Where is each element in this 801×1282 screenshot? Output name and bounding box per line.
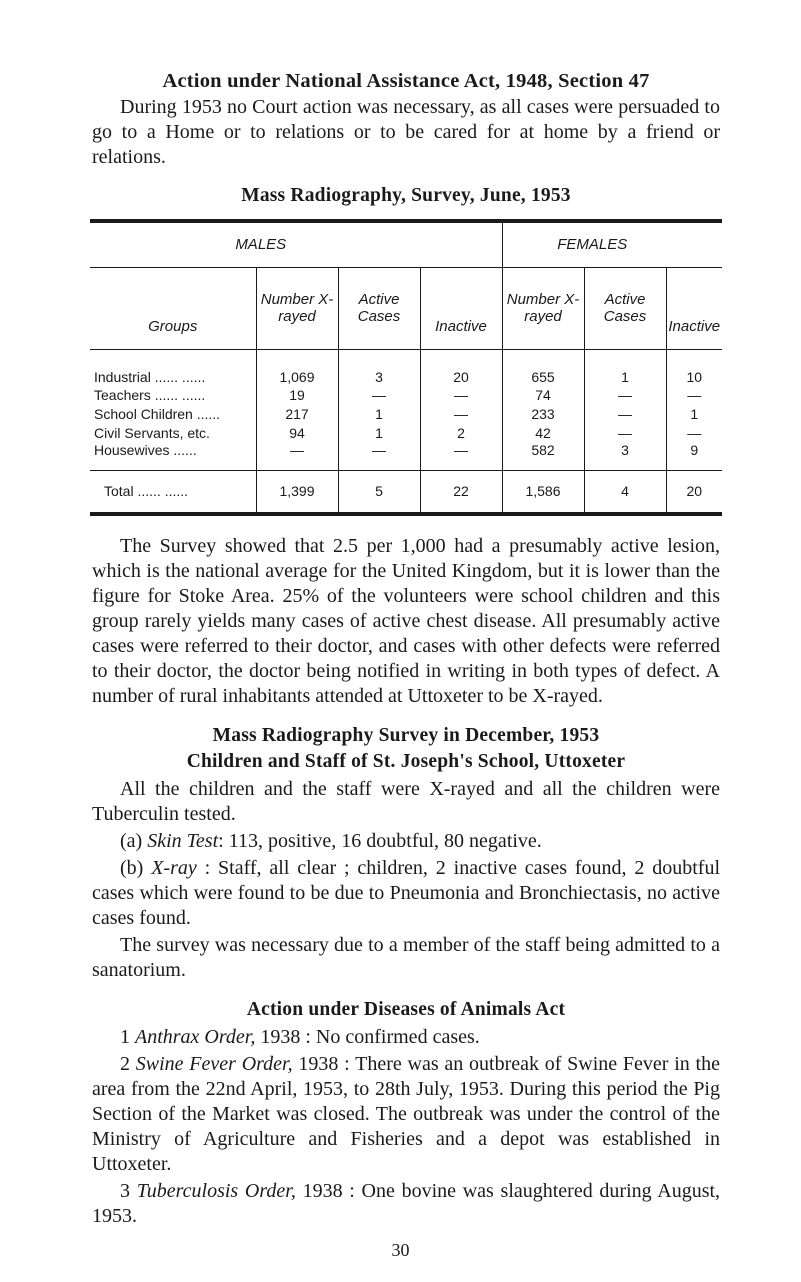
row-group-label: Teachers ...... ...... — [94, 386, 206, 403]
cell: 10 — [666, 349, 722, 385]
total-cell: 4 — [584, 470, 666, 514]
total-cell: 22 — [420, 470, 502, 514]
cell: — — [420, 442, 502, 470]
cell: 582 — [502, 442, 584, 470]
section-heading-national-assistance: Action under National Assistance Act, 1948, Section 47 — [162, 70, 650, 92]
item-label: (a) — [120, 830, 143, 852]
page-number: 30 — [391, 1240, 410, 1260]
col-header-females-number: Number X-rayed — [502, 267, 584, 349]
cell: 19 — [256, 385, 338, 404]
cell: — — [420, 404, 502, 423]
section-heading-survey-june: Mass Radiography, Survey, June, 1953 — [241, 185, 571, 206]
item-title: Swine Fever Order, — [135, 1053, 293, 1075]
paragraph-december-intro: All the children and the staff were X-rayed and all the children were Tuberculin tested. — [92, 778, 720, 825]
item-title: Anthrax Order, — [135, 1026, 256, 1048]
cell: 1 — [338, 423, 420, 442]
header-females: FEMALES — [502, 221, 722, 267]
table-row — [90, 442, 722, 470]
section-subheading-st-josephs: Children and Staff of St. Joseph's School, Uttoxeter — [186, 751, 626, 772]
item-swine-fever — [92, 1052, 720, 1177]
item-label: (b) — [120, 857, 144, 879]
item-tuberculosis — [92, 1179, 720, 1229]
cell: 20 — [420, 349, 502, 385]
total-cell: 1,399 — [256, 470, 338, 514]
cell: 655 — [502, 349, 584, 385]
row-group-label: Housewives ...... — [94, 442, 197, 458]
col-header-females-inactive: Inactive — [666, 267, 722, 349]
cell: 2 — [420, 423, 502, 442]
cell: — — [584, 423, 666, 442]
table-row — [90, 404, 722, 423]
item-title: X-ray — [151, 857, 197, 879]
cell: — — [584, 385, 666, 404]
header-males: MALES — [90, 221, 502, 267]
page-content — [92, 70, 720, 1229]
cell: — — [420, 385, 502, 404]
item-number: 2 — [120, 1053, 130, 1075]
table-total-row — [90, 470, 722, 514]
cell: 94 — [256, 423, 338, 442]
item-title: Tuberculosis Order, — [136, 1180, 296, 1202]
total-cell: 20 — [666, 470, 722, 514]
item-number: 3 — [120, 1180, 130, 1202]
cell: 3 — [584, 442, 666, 470]
section-heading-survey-december: Mass Radiography Survey in December, 1953 — [212, 725, 600, 746]
cell: — — [666, 385, 722, 404]
item-text: : 113, positive, 16 doubtful, 80 negative. — [218, 830, 542, 852]
cell: 1 — [666, 404, 722, 423]
item-number: 1 — [120, 1026, 130, 1048]
table-row — [90, 385, 722, 404]
item-skin-test — [92, 829, 720, 854]
item-anthrax — [92, 1025, 720, 1050]
total-cell: 1,586 — [502, 470, 584, 514]
cell: — — [584, 404, 666, 423]
item-x-ray — [92, 856, 720, 931]
col-header-males-active: Active Cases — [338, 267, 420, 349]
table-row — [90, 349, 722, 385]
col-header-females-active: Active Cases — [584, 267, 666, 349]
cell: 217 — [256, 404, 338, 423]
cell: — — [666, 423, 722, 442]
cell: 1 — [584, 349, 666, 385]
total-cell: 5 — [338, 470, 420, 514]
paragraph-national-assistance: During 1953 no Court action was necessary, as all cases were persuaded to go to a Home or to relations or to be cared for at home by a friend or relations. — [92, 96, 720, 168]
row-group-label: Civil Servants, etc. — [94, 424, 210, 441]
row-group-label: Industrial ...... ...... — [94, 369, 206, 385]
col-header-groups: Groups — [148, 317, 198, 335]
cell: 1,069 — [256, 349, 338, 385]
col-header-males-inactive: Inactive — [420, 267, 502, 349]
total-label: Total ...... ...... — [104, 483, 189, 500]
table-group-header-row — [90, 221, 722, 267]
item-text: 1938 : No confirmed cases. — [260, 1026, 480, 1048]
paragraph-december-reason: The survey was necessary due to a member of the staff being admitted to a sanatorium. — [92, 934, 720, 981]
cell: — — [338, 442, 420, 470]
item-text: : Staff, all clear ; children, 2 inactive cases found, 2 doubtful cases which were found to be due to Pneumonia and Bronchiectasis, no active cases found. — [92, 857, 721, 929]
cell: 3 — [338, 349, 420, 385]
cell: 42 — [502, 423, 584, 442]
survey-table — [90, 219, 722, 516]
cell: — — [338, 385, 420, 404]
section-heading-animals: Action under Diseases of Animals Act — [246, 999, 566, 1020]
cell: 233 — [502, 404, 584, 423]
row-group-label: School Children ...... — [94, 405, 221, 422]
item-text: 1938 : One bovine was slaughtered during August, 1953. — [92, 1180, 721, 1227]
col-header-males-number: Number X-rayed — [256, 267, 338, 349]
cell: — — [256, 442, 338, 470]
item-text: 1938 : There was an outbreak of Swine Fever in the area from the 22nd April, 1953, to 28th July, 1953. During this period the Pig Section of the Market was closed. The outbreak was under the control of the Ministry of Agriculture and Fisheries and a depot was established in Uttoxeter. — [92, 1053, 720, 1175]
item-title: Skin Test — [147, 830, 219, 852]
cell: 9 — [666, 442, 722, 470]
cell: 1 — [338, 404, 420, 423]
cell: 74 — [502, 385, 584, 404]
paragraph-survey-results: The Survey showed that 2.5 per 1,000 had a presumably active lesion, which is the national average for the United Kingdom, but it is lower than the figure for Stoke Area. 25% of the volunteers were school children and this group rarely yields many cases of active chest disease. All presumably active cases were referred to their doctor, and cases with other defects were referred to their doctor, the doctor being notified in writing in both types of defect. A number of rural inhabitants attended at Uttoxeter to be X-rayed. — [92, 535, 720, 707]
table-row — [90, 423, 722, 442]
table-column-header-row — [90, 267, 722, 349]
